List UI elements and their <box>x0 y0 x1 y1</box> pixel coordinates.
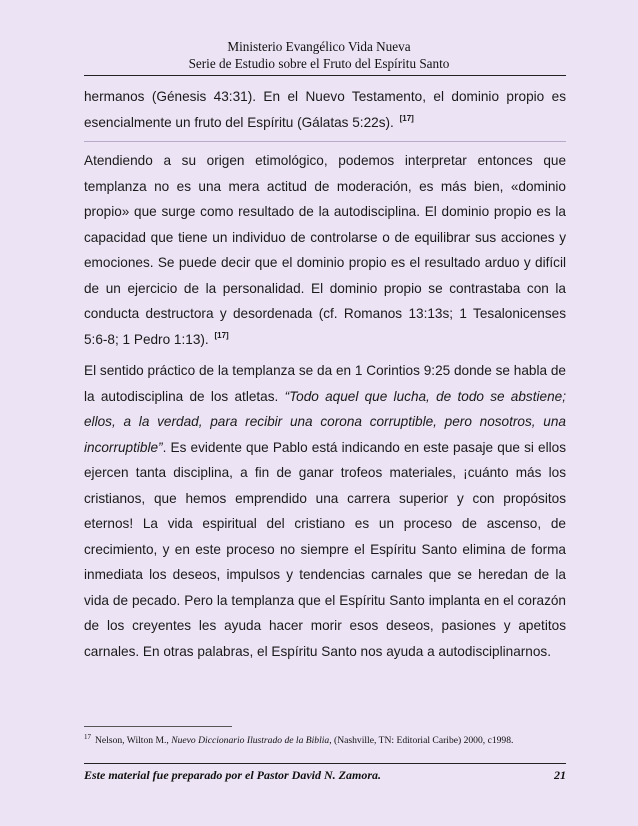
footnote-publication: , (Nashville, TN: Editorial Caribe) 2000, c1998. <box>329 735 514 746</box>
paragraph-3-text-before: El sentido práctico de la templanza se da en 1 Corintios 9:25 donde se habla de la autodisciplina de los atletas. <box>84 363 566 404</box>
page-footer <box>84 768 566 783</box>
footer-credit: Este material fue preparado por el Pastor David N. Zamora. <box>84 768 381 782</box>
footnote-author: Nelson, Wilton M., <box>95 735 172 746</box>
footnote <box>84 735 584 746</box>
footnote-number: 17 <box>84 733 91 741</box>
page-number: 21 <box>554 768 566 782</box>
footnote-reference: [17] <box>399 113 414 123</box>
bible-quote: “Todo aquel que lucha, de todo se abstiene; ellos, a la verdad, para recibir una corona corruptible, pero nosotros, una incorruptible” <box>84 388 566 455</box>
footnote-book-title: Nuevo Diccionario Ilustrado de la Biblia <box>171 735 330 746</box>
footer-divider <box>84 763 566 764</box>
page-header <box>0 38 638 72</box>
footnote-reference: [17] <box>214 330 229 340</box>
header-ministry-name: Ministerio Evangélico Vida Nueva <box>227 39 411 54</box>
paragraph-3-text-after: . Es evidente que Pablo está indicando en este pasaje que si ellos ejercen tanta disciplina, a fin de ganar trofeos materiales, ¡cuánto más los cristianos, que hemos emprendido una carrera superior y con propósitos eternos! La vida espiritual del cristiano es un proceso de ascenso, de crecimiento, y en este proceso no siempre el Espíritu Santo elimina de forma inmediata los deseos, impulsos y tendencias carnales que se heredan de la vida de pecado. Pero la templanza que el Espíritu Santo implanta en el corazón de los creyentes les ayuda hacer morir esos deseos, pasiones y apetitos carnales. En otras palabras, el Espíritu Santo nos ayuda a autodisciplinarnos. <box>84 439 566 659</box>
header-divider <box>84 75 566 76</box>
paragraph-1 <box>84 84 566 135</box>
paragraph-divider <box>84 141 566 142</box>
paragraph-2-text: Atendiendo a su origen etimológico, podemos interpretar entonces que templanza no es una mera actitud de moderación, es más bien, «dominio propio» que surge como resultado de la autodisciplina. El dominio propio es la capacidad que tiene un individuo de controlarse o de equilibrar sus acciones y emociones. Se puede decir que el dominio propio es el resultado arduo y difícil de un ejercicio de la personalidad. El dominio propio se contrastaba con la conducta destructora y desordenada (cf. Romanos 13:13s; 1 Tesalonicenses 5:6-8; 1 Pedro 1:13). <box>84 153 566 347</box>
paragraph-3 <box>84 358 566 664</box>
document-body <box>84 84 566 670</box>
header-series-title: Serie de Estudio sobre el Fruto del Espíritu Santo <box>188 56 450 71</box>
paragraph-2 <box>84 148 566 352</box>
paragraph-1-text: hermanos (Génesis 43:31). En el Nuevo Testamento, el dominio propio es esencialmente un fruto del Espíritu (Gálatas 5:22s). <box>84 89 566 130</box>
footnote-divider <box>84 726 232 727</box>
